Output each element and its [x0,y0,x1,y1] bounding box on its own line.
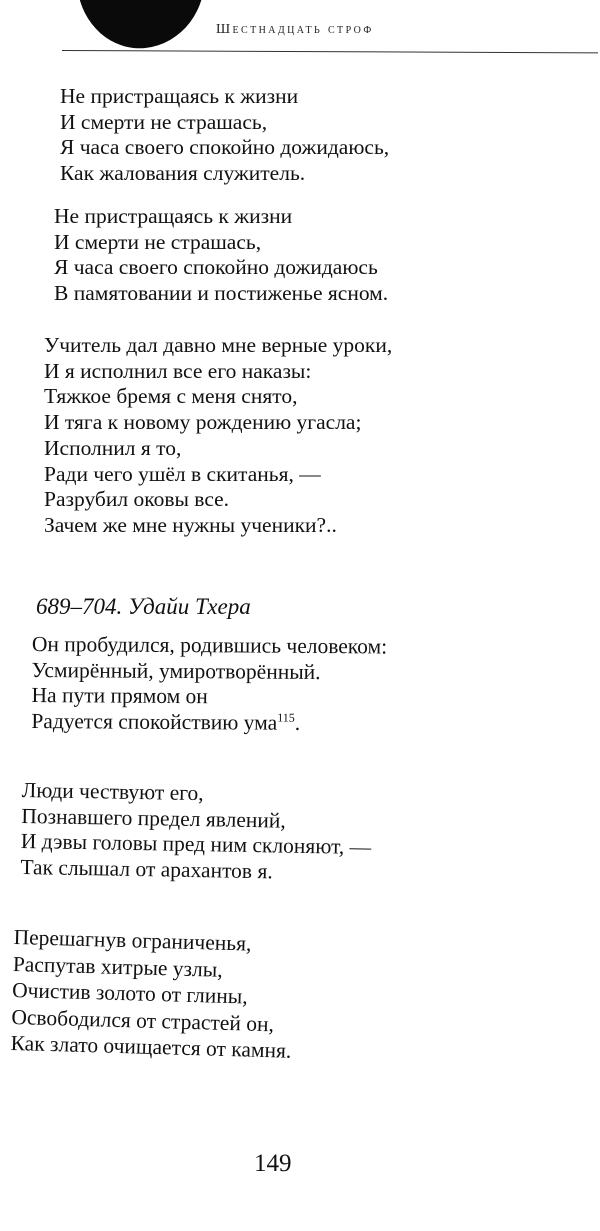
stanza-1 [60,84,389,186]
section-stanza-3 [10,924,294,1064]
stanza-line: Исполнил я то, [44,435,182,460]
stanza-line: Я часа своего спокойно дожидаюсь, [60,135,390,159]
stanza-line: Распутав хитрые узлы, [12,951,224,982]
stanza-line: Не пристращаясь к жизни [60,84,299,108]
stanza-3 [44,333,392,539]
stanza-line: Перешагнув ограниченья, [13,924,252,956]
stanza-line: И я исполнил все его наказы: [44,358,312,383]
stanza-line: Как злато очищается от камня. [10,1030,292,1063]
running-head: Шестнадцать строф [216,22,374,37]
stanza-line: Он пробудился, родившись человеком: [31,632,388,659]
section-stanza-2 [20,778,372,886]
stanza-line: И дэвы головы пред ним склоняют, — [20,828,372,860]
stanza-line: Как жалования служитель. [60,160,306,185]
ink-blot [72,0,212,54]
stanza-line: И смерти не страшась, [60,109,268,134]
line-end-punctuation: . [294,710,301,735]
stanza-line [31,708,386,736]
stanza-line: Люди чествуют его, [21,778,204,806]
stanza-line: Разрубил оковы все. [44,487,230,512]
stanza-line: И смерти не страшась, [54,229,262,254]
stanza-line: Зачем же мне нужны ученики?.. [44,512,337,537]
stanza-line: В памятовании и постиженье ясном. [54,280,389,305]
stanza-line: Тяжкое бремя с меня снято, [44,384,298,409]
stanza-line: И тяга к новому рождению угасла; [44,410,362,435]
stanza-line: Учитель дал давно мне верные уроки, [44,333,393,357]
stanza-line: Познавшего предел явлений, [21,803,287,833]
header-rule [62,50,598,53]
stanza-2 [54,204,388,306]
stanza-line: Очистив золото от глины, [11,977,249,1009]
page-number: 149 [254,1150,292,1177]
stanza-line: Не пристращаясь к жизни [54,204,293,228]
section-title: 689–704. Удайи Тхера [36,594,251,619]
stanza-line: Ради чего ушёл в скитанья, — [44,461,321,486]
section-stanza-1 [31,632,387,736]
stanza-line: Освободился от страстей он, [11,1004,275,1036]
stanza-line-text: Радуется спокойствию ума [31,708,278,735]
stanza-line: Усмирённый, умиротворённый. [31,657,321,684]
footnote-ref: 115 [277,710,295,725]
stanza-line: Так слышал от арахантов я. [20,854,273,883]
stanza-line: Я часа своего спокойно дожидаюсь [54,255,378,279]
stanza-line: На пути прямом он [31,682,208,709]
